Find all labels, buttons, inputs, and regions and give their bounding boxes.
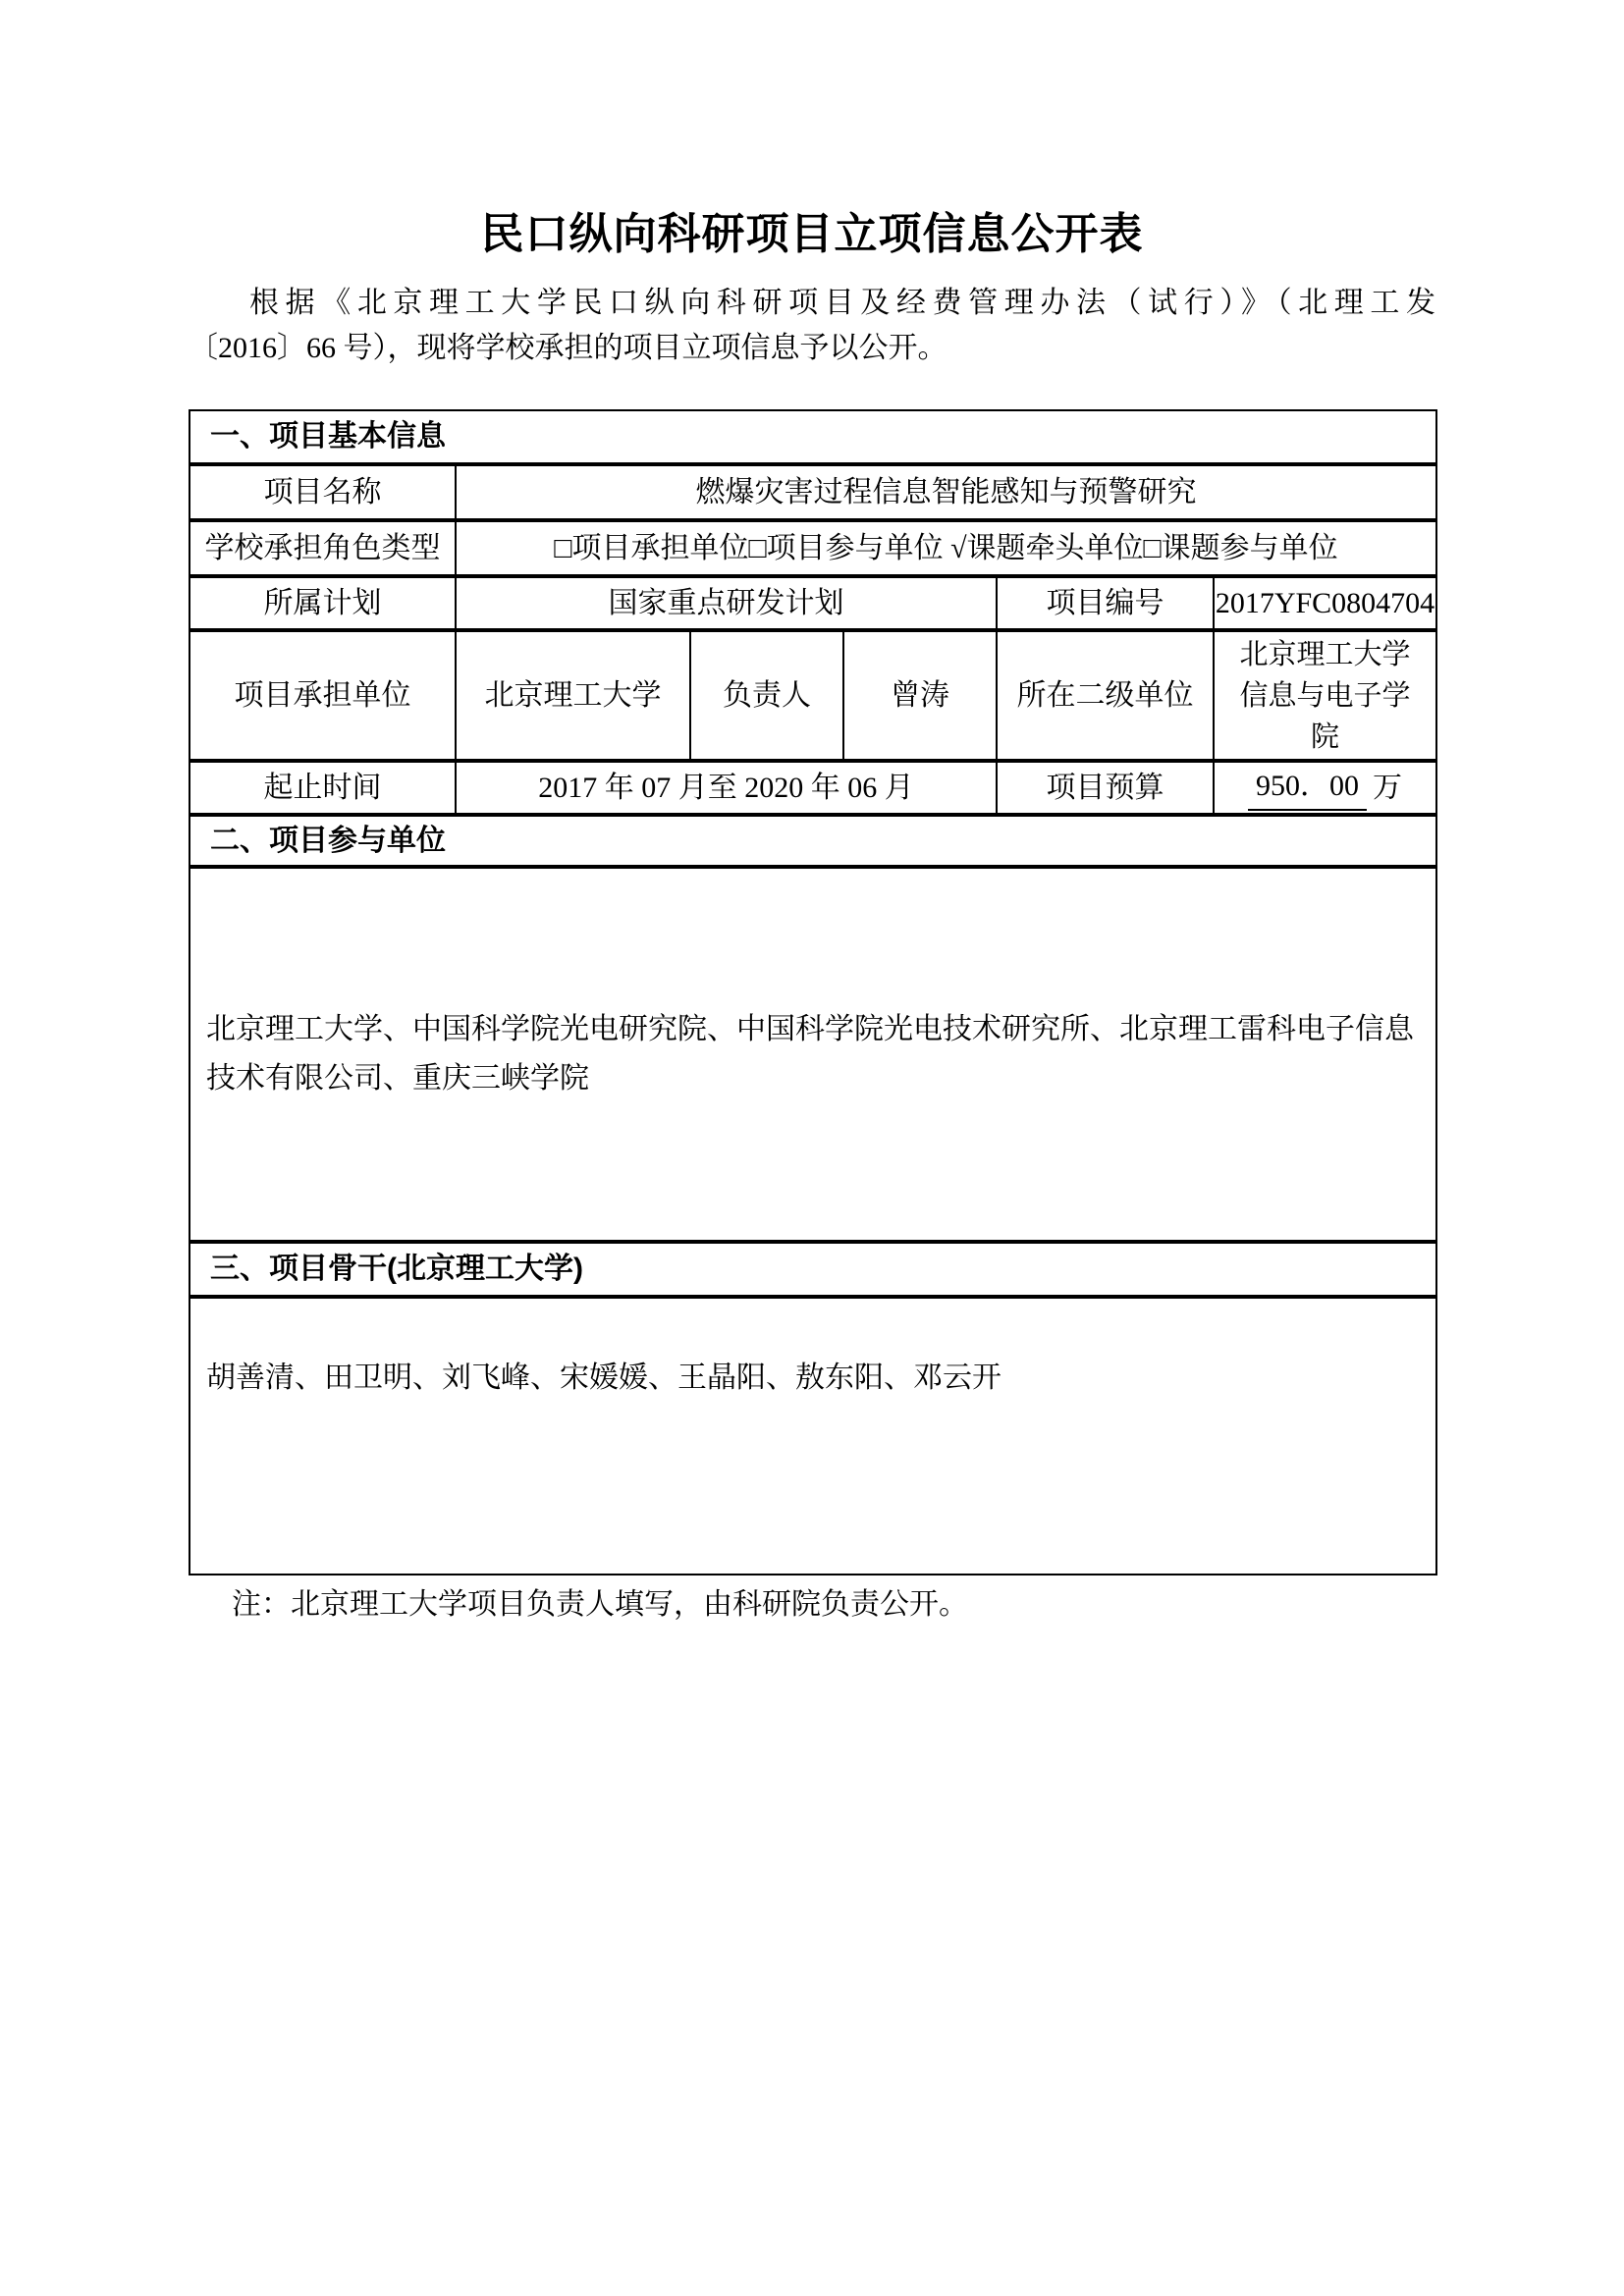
undertaker-value: 北京理工大学 bbox=[457, 632, 691, 763]
budget-unit: 万 bbox=[1373, 771, 1402, 804]
project-name-value: 燃爆灾害过程信息智能感知与预警研究 bbox=[457, 466, 1435, 522]
duration-value: 2017 年 07 月至 2020 年 06 月 bbox=[457, 763, 998, 817]
leader-label: 负责人 bbox=[691, 632, 844, 763]
intro-paragraph bbox=[189, 281, 1435, 371]
role-type-checkboxes: □项目承担单位□项目参与单位 √课题牵头单位□课题参与单位 bbox=[457, 522, 1435, 578]
page-title: 民口纵向科研项目立项信息公开表 bbox=[480, 210, 1144, 258]
duration-label: 起止时间 bbox=[190, 763, 457, 817]
project-no-value: 2017YFC0804704 bbox=[1215, 578, 1435, 632]
section3-header: 三、项目骨干(北京理工大学) bbox=[190, 1244, 1435, 1299]
project-no-label: 项目编号 bbox=[998, 578, 1215, 632]
plan-value: 国家重点研发计划 bbox=[457, 578, 998, 632]
project-name-label: 项目名称 bbox=[190, 466, 457, 522]
section2-header: 二、项目参与单位 bbox=[190, 817, 1435, 869]
footer-note: 注：北京理工大学项目负责人填写，由科研院负责公开。 bbox=[232, 1588, 968, 1621]
plan-label: 所属计划 bbox=[190, 578, 457, 632]
secondary-unit-label: 所在二级单位 bbox=[998, 632, 1215, 763]
participating-units-text: 北京理工大学、中国科学院光电研究院、中国科学院光电技术研究所、北京理工雷科电子信息技术有限公司、重庆三峡学院 bbox=[190, 869, 1435, 1244]
leader-value: 曾涛 bbox=[844, 632, 998, 763]
budget-value-cell bbox=[1215, 763, 1435, 817]
secondary-unit-value: 北京理工大学信息与电子学院 bbox=[1215, 632, 1435, 763]
project-info-table bbox=[189, 409, 1437, 1575]
key-members-text: 胡善清、田卫明、刘飞峰、宋媛媛、王晶阳、敖东阳、邓云开 bbox=[206, 1362, 1001, 1394]
intro-line-1: 根据《北京理工大学民口纵向科研项目及经费管理办法（试行）》（北理工发 bbox=[249, 287, 1435, 319]
role-type-label: 学校承担角色类型 bbox=[190, 522, 457, 578]
budget-amount: 950．00 bbox=[1248, 766, 1367, 811]
intro-line-2: 〔2016〕66 号），现将学校承担的项目立项信息予以公开。 bbox=[189, 332, 947, 364]
budget-label: 项目预算 bbox=[998, 763, 1215, 817]
section1-header: 一、项目基本信息 bbox=[190, 411, 1435, 466]
undertaker-label: 项目承担单位 bbox=[190, 632, 457, 763]
